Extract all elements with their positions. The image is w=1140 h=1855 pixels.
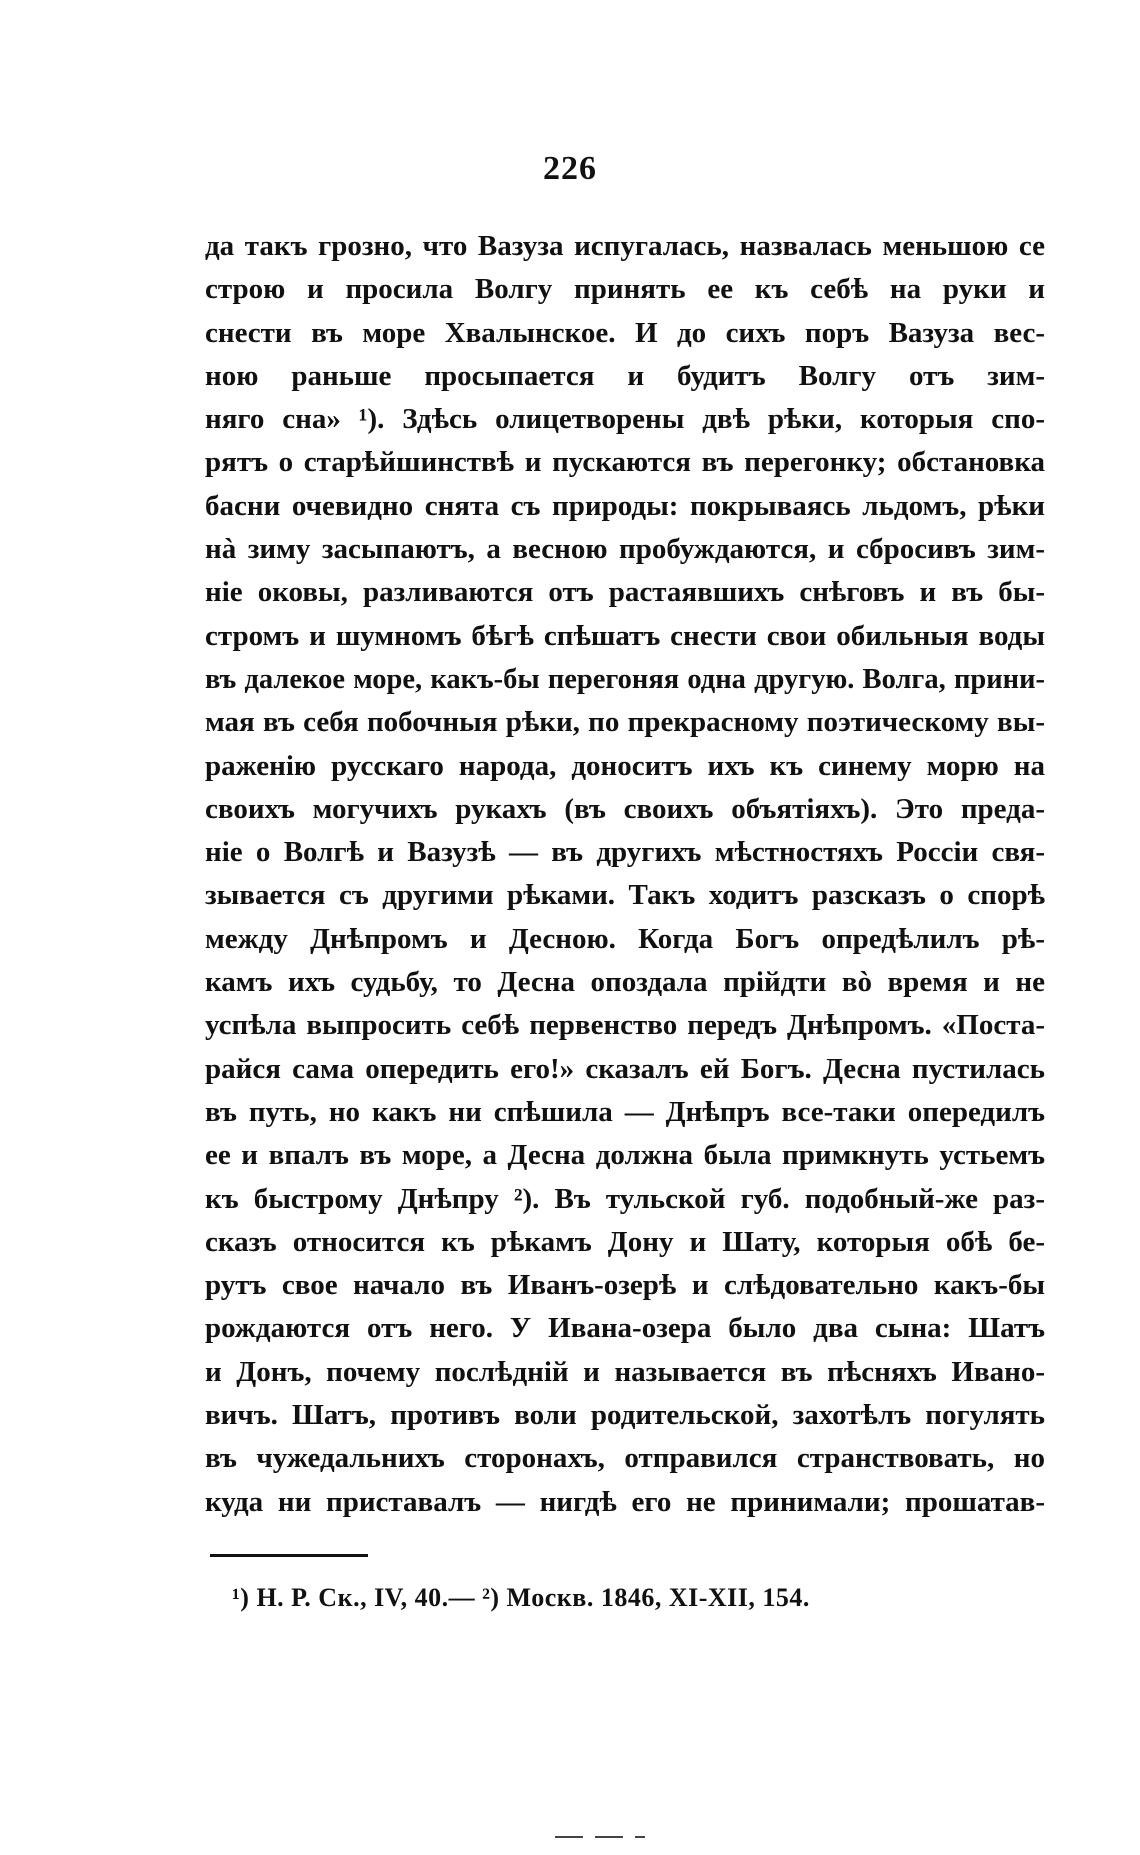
text-line: мая въ себя побочныя рѣки, по прекрасному поэтическому вы- — [205, 706, 1045, 739]
text-line: и Донъ, почему послѣдній и называется въ пѣсняхъ Ивано- — [205, 1355, 1045, 1388]
text-line: камъ ихъ судьбу, то Десна опоздала прійдти вò время и не — [205, 966, 1045, 999]
text-line: басни очевидно снята съ природы: покрываясь льдомъ, рѣки — [205, 489, 1045, 522]
text-line: рутъ свое начало въ Иванъ-озерѣ и слѣдовательно какъ-бы — [205, 1269, 1045, 1302]
text-line: рождаются отъ него. У Ивана-озера было два сына: Шатъ — [205, 1312, 1045, 1345]
text-line: вичъ. Шатъ, противъ воли родительской, захотѣлъ погулять — [205, 1399, 1045, 1432]
text-line: въ путь, но какъ ни спѣшила — Днѣпръ все-таки опередилъ — [205, 1095, 1045, 1128]
text-line: нà зиму засыпаютъ, а весною пробуждаются, и сбросивъ зим- — [205, 533, 1045, 566]
text-line: рятъ о старѣйшинствѣ и пускаются въ перегонку; обстановка — [205, 446, 1045, 479]
text-line: въ далекое море, какъ-бы перегоняя одна другую. Волга, прини- — [205, 663, 1045, 695]
text-line: своихъ могучихъ рукахъ (въ своихъ объятіяхъ). Это преда- — [205, 792, 1045, 825]
text-line: райся сама опередить его!» сказалъ ей Богъ. Десна пустилась — [205, 1052, 1045, 1085]
text-line: успѣла выпросить себѣ первенство передъ Днѣпромъ. «Поста- — [205, 1009, 1045, 1042]
footnote-divider — [210, 1554, 368, 1557]
text-line: няго сна» ¹). Здѣсь олицетворены двѣ рѣки, которыя спо- — [205, 403, 1045, 436]
text-line: къ быстрому Днѣпру ²). Въ тульской губ. подобный-же раз- — [205, 1182, 1045, 1215]
text-line: между Днѣпромъ и Десною. Когда Богъ опредѣлилъ рѣ- — [205, 922, 1045, 955]
scan-mark — [555, 1836, 645, 1838]
page-number: 226 — [543, 150, 597, 187]
text-line: ніе о Волгѣ и Вазузѣ — въ другихъ мѣстностяхъ Россіи свя- — [205, 836, 1045, 869]
text-line: зывается съ другими рѣками. Такъ ходитъ разсказъ о спорѣ — [205, 879, 1045, 912]
text-line: сказъ относится къ рѣкамъ Дону и Шату, которыя обѣ бе- — [205, 1225, 1045, 1258]
body-text — [205, 225, 1045, 1524]
text-line: ніе оковы, разливаются отъ растаявшихъ снѣговъ и въ бы- — [205, 576, 1045, 609]
text-line: стромъ и шумномъ бѣгѣ спѣшатъ снести свои обильныя воды — [205, 619, 1045, 652]
text-line: раженію русскаго народа, доноситъ ихъ къ синему морю на — [205, 749, 1045, 782]
text-line: ною раньше просыпается и будитъ Волгу отъ зим- — [205, 359, 1045, 392]
footnotes: ¹) Н. Р. Ск., IV, 40.— ²) Москв. 1846, XI-XII, 154. — [232, 1583, 810, 1612]
text-line: строю и просила Волгу принять ее къ себѣ на руки и — [205, 273, 1045, 306]
text-line: снести въ море Хвалынское. И до сихъ поръ Вазуза вес- — [205, 316, 1045, 349]
text-line: куда ни приставалъ — нигдѣ его не принимали; прошатав- — [205, 1485, 1045, 1518]
text-line: ее и впалъ въ море, а Десна должна была примкнуть устьемъ — [205, 1139, 1045, 1172]
text-line: да такъ грозно, что Вазуза испугалась, назвалась меньшою се — [205, 230, 1045, 262]
text-line: въ чужедальнихъ сторонахъ, отправился странствовать, но — [205, 1442, 1045, 1475]
